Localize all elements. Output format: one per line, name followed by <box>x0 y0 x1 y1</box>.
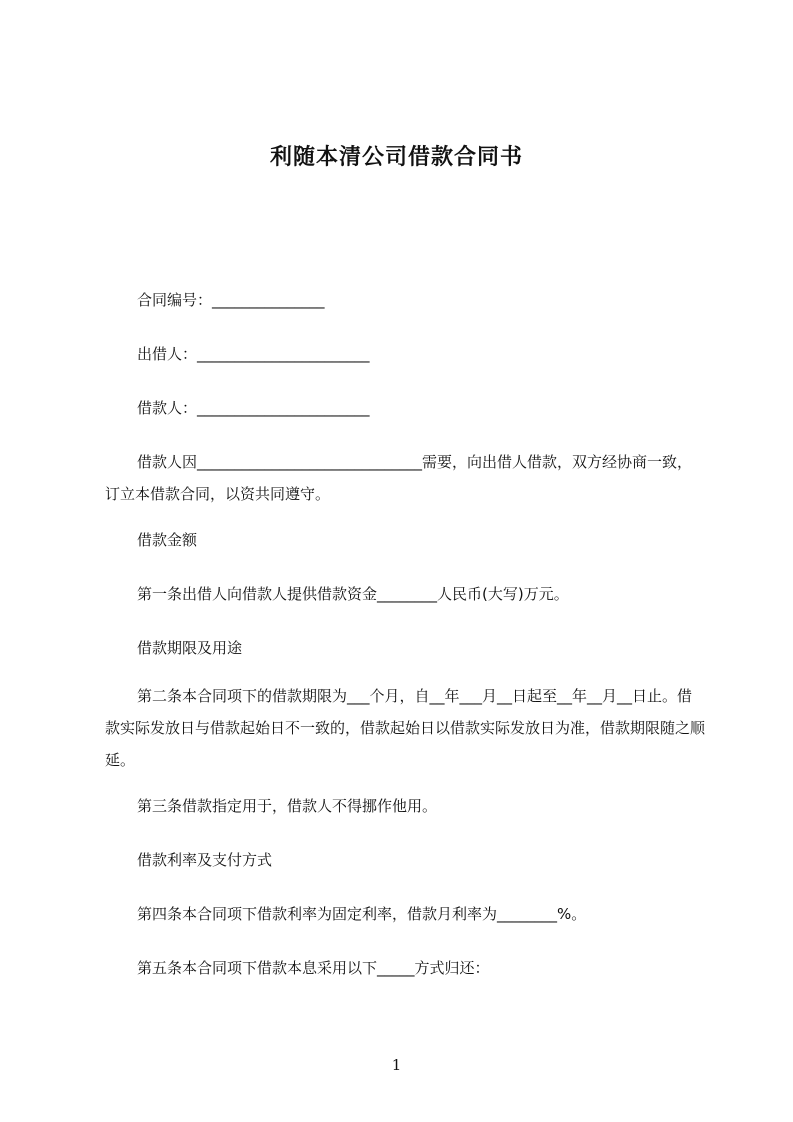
article-4: 第四条本合同项下借款利率为固定利率，借款月利率为________%。 <box>137 905 587 923</box>
borrower-line: 借款人：_______________________ <box>137 399 370 417</box>
page-number: 1 <box>391 1056 402 1074</box>
article-2: 第二条本合同项下的借款期限为___个月，自__年___月__日起至__年__月__日止。借款实际发放日与借款起始日不一致的，借款起始日以借款实际发放日为准，借款期限随之顺延。 <box>105 687 706 769</box>
article-5: 第五条本合同项下借款本息采用以下_____方式归还： <box>137 959 490 977</box>
article-1: 第一条出借人向借款人提供借款资金________人民币(大写)万元。 <box>137 585 569 603</box>
document-title: 利随本清公司借款合同书 <box>269 145 523 170</box>
intro-paragraph: 借款人因______________________________需要，向出借人借款，双方经协商一致，订立本借款合同，以资共同遵守。 <box>105 453 693 503</box>
contract-number-line: 合同编号：_______________ <box>137 291 325 309</box>
section-heading-rate: 借款利率及支付方式 <box>137 851 273 869</box>
lender-line: 出借人：_______________________ <box>137 345 370 363</box>
article-3: 第三条借款指定用于，借款人不得挪作他用。 <box>137 797 438 815</box>
section-heading-amount: 借款金额 <box>137 531 198 549</box>
section-heading-term: 借款期限及用途 <box>137 639 243 657</box>
